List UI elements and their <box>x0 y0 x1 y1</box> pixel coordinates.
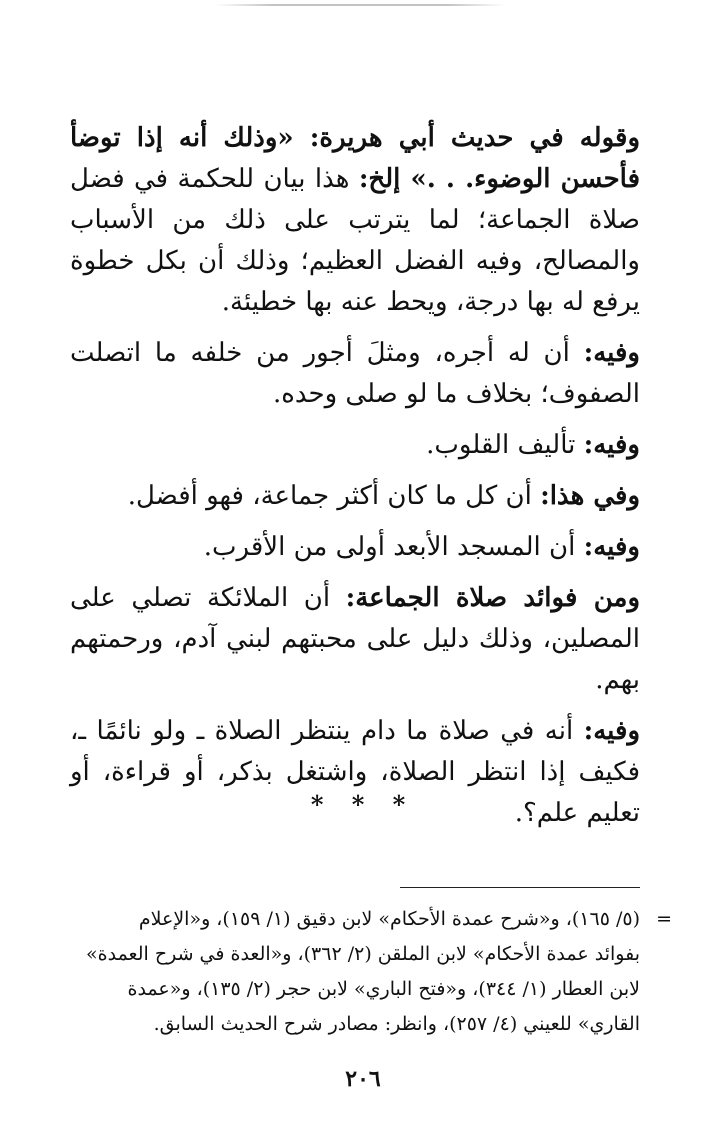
top-header-rule <box>215 4 505 6</box>
paragraph-5-lead: وفيه: <box>583 532 640 562</box>
paragraph-3-text: تأليف القلوب. <box>426 430 576 460</box>
paragraph-2 <box>70 333 640 415</box>
paragraph-7-lead: وفيه: <box>583 716 641 746</box>
paragraph-4-lead: وفي هذا: <box>540 481 640 511</box>
footnote-line-1: (٥/ ١٦٥)، و«شرح عمدة الأحكام» لابن دقيق (١/ ١٥٩)، و«الإعلام <box>138 908 640 930</box>
paragraph-4-text: أن كل ما كان أكثر جماعة، فهو أفضل. <box>127 481 532 511</box>
paragraph-7-text: أنه في صلاة ما دام ينتظر الصلاة ـ ولو نائمًا ـ، فكيف إذا انتظر الصلاة، واشتغل بذكر، أو قراءة، أو تعليم علم؟. <box>70 716 640 828</box>
footnote-line-2: بفوائد عمدة الأحكام» لابن الملقن (٢/ ٣٦٢)، و«العدة في شرح العمدة» <box>86 943 640 965</box>
paragraph-1-lead: وقوله في حديث أبي هريرة: «وذلك أنه إذا توضأ فأحسن الوضوء. . .» إلخ: <box>70 123 641 194</box>
paragraph-5-text: أن المسجد الأبعد أولى من الأقرب. <box>203 532 576 562</box>
paragraph-1-text: هذا بيان للحكمة في فضل صلاة الجماعة؛ لما يترتب على ذلك من الأسباب والمصالح، وفيه الفضل العظيم؛ وذلك أن بكل خطوة يرفع له بها درجة، ويحط عنه بها خطيئة. <box>70 164 640 317</box>
footnote <box>70 902 672 1042</box>
paragraph-6-lead: ومن فوائد صلاة الجماعة: <box>345 583 641 613</box>
page-number: ٢٠٦ <box>345 1066 381 1092</box>
paragraph-1 <box>70 118 640 323</box>
paragraph-5 <box>70 527 640 568</box>
paragraph-4 <box>70 476 640 517</box>
footnote-line-4: القاري» للعيني (٤/ ٢٥٧)، وانظر: مصادر شرح الحديث السابق. <box>153 1013 640 1035</box>
footnote-continuation-marker: = <box>656 908 672 930</box>
paragraph-3-lead: وفيه: <box>583 430 640 460</box>
section-separator: * * * <box>310 790 416 819</box>
footnote-line-3: لابن العطار (١/ ٣٤٤)، و«فتح الباري» لابن حجر (٢/ ١٣٥)، و«عمدة <box>127 978 640 1000</box>
paragraph-6 <box>70 578 640 701</box>
footnote-rule <box>400 887 640 888</box>
paragraph-2-text: أن له أجره، ومثلَ أجور من خلفه ما اتصلت الصفوف؛ بخلاف ما لو صلى وحده. <box>70 338 640 409</box>
paragraph-6-text: أن الملائكة تصلي على المصلين، وذلك دليل على محبتهم لبني آدم، ورحمتهم بهم. <box>70 583 640 695</box>
paragraph-2-lead: وفيه: <box>583 338 640 368</box>
paragraph-3 <box>70 425 640 466</box>
main-text <box>70 118 640 844</box>
